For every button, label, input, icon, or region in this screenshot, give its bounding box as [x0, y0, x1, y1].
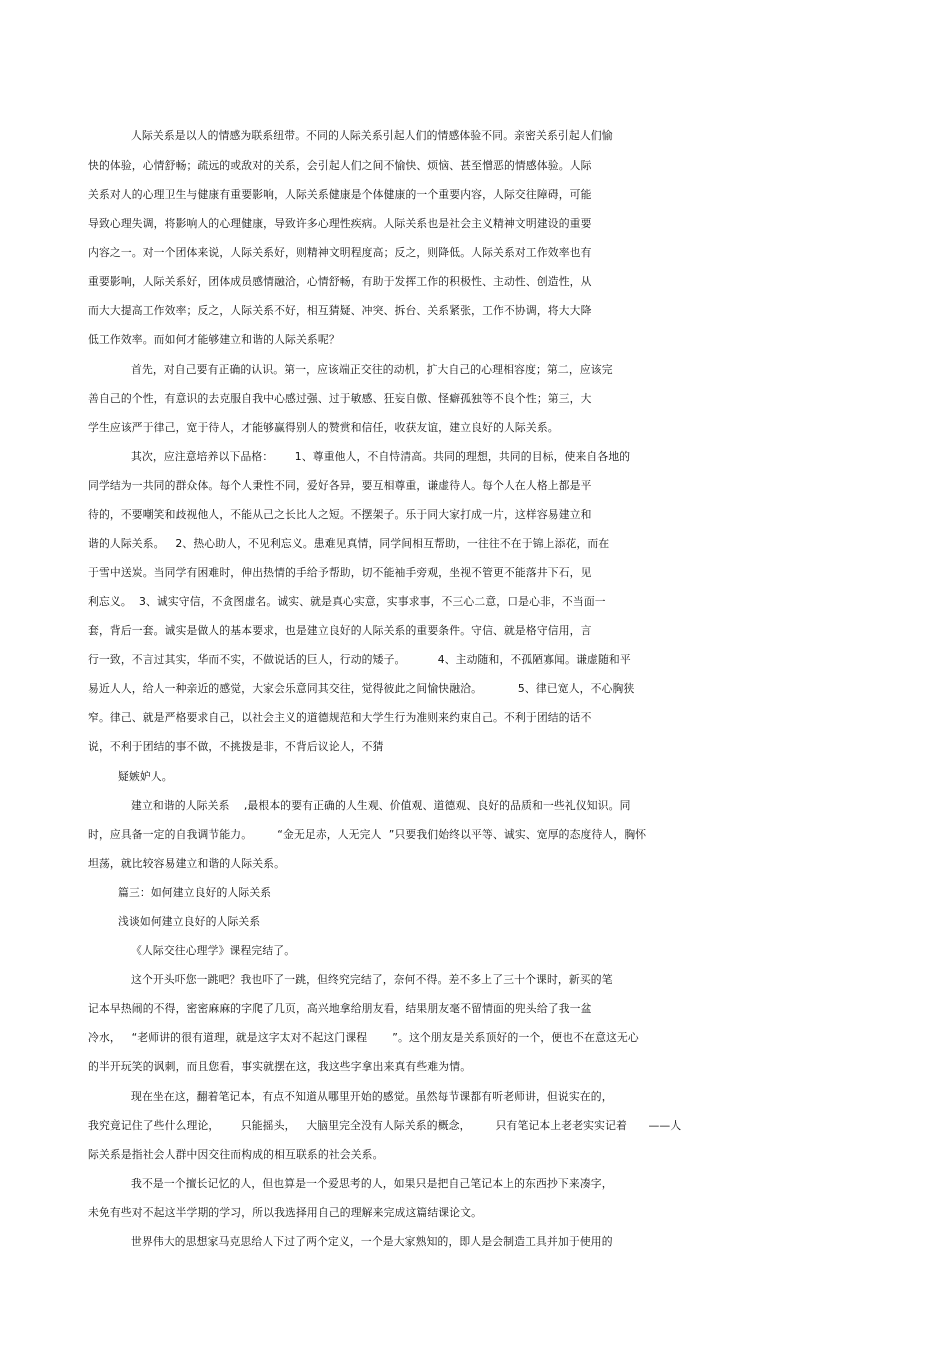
text-line: 首先，对自己要有正确的认识。第一，应该端正交往的动机，扩大自己的心理相容度；第二，应该完 — [131, 363, 613, 376]
text-line: 《人际交往心理学》课程完结了。 — [131, 944, 296, 957]
text-line: 利忘义。 3、诚实守信，不贪图虚名。诚实、就是真心实意，实事求事，不三心二意，口是心非，不当面一 — [88, 595, 606, 608]
section-heading: 篇三：如何建立良好的人际关系 — [118, 886, 272, 899]
text-line: 低工作效率。而如何才能够建立和谐的人际关系呢？ — [88, 333, 340, 346]
text-line: 我究竟记住了些什么理论， 只能摇头， 大脑里完全没有人际关系的概念， 只有笔记本上老老实实记着 ——人 — [88, 1119, 682, 1132]
text-line: 内容之一。对一个团体来说，人际关系好，则精神文明程度高；反之，则降低。人际关系对工作效率也有 — [88, 246, 592, 259]
text-line: 坦荡，就比较容易建立和谐的人际关系。 — [88, 857, 286, 870]
text-line: 其次，应注意培养以下品格： 1、尊重他人，不自恃清高。共同的理想，共同的目标，使来自各地的 — [131, 450, 631, 463]
text-line: 易近人人，给人一种亲近的感觉，大家会乐意同其交往，觉得彼此之间愉快融洽。 5、律已宽人，不心胸狭 — [88, 682, 635, 695]
text-line: 的半开玩笑的讽刺，而且您看，事实就摆在这，我这些字拿出来真有些难为情。 — [88, 1060, 472, 1073]
text-line: 疑嫉妒人。 — [118, 770, 173, 783]
text-line: 说，不利于团结的事不做，不挑拨是非，不背后议论人，不猜 — [88, 740, 384, 753]
article-title: 浅谈如何建立良好的人际关系 — [118, 915, 261, 928]
text-line: 关系对人的心理卫生与健康有重要影响，人际关系健康是个体健康的一个重要内容，人际交往障碍，可能 — [88, 188, 592, 201]
text-line: 冷水， “老师讲的很有道理，就是这字太对不起这门课程 ”。这个朋友是关系顶好的一个，便也不在意这无心 — [88, 1031, 639, 1044]
text-line: 未免有些对不起这半学期的学习，所以我选择用自己的理解来完成这篇结课论文。 — [88, 1206, 483, 1219]
text-line: 套，背后一套。诚实是做人的基本要求，也是建立良好的人际关系的重要条件。守信、就是格守信用，言 — [88, 624, 592, 637]
text-line: 行一致，不言过其实，华而不实，不做说话的巨人，行动的矮子。 4、主动随和，不孤陋寡闻。谦虚随和平 — [88, 653, 631, 666]
text-line: 现在坐在这，翻着笔记本，有点不知道从哪里开始的感觉。虽然每节课都有听老师讲，但说实在的， — [131, 1090, 613, 1103]
text-line: 人际关系是以人的情感为联系纽带。不同的人际关系引起人们的情感体验不同。亲密关系引起人们愉 — [131, 129, 613, 142]
text-line: 善自己的个性，有意识的去克服自我中心感过强、过于敏感、狂妄自傲、怪癖孤独等不良个性；第三，大 — [88, 392, 592, 405]
text-line: 谐的人际关系。 2、热心助人，不见利忘义。患难见真情，同学间相互帮助，一往往不在于锦上添花，而在 — [88, 537, 610, 550]
text-line: 窄。律己、就是严格要求自己，以社会主义的道德规范和大学生行为准则来约束自己。不利于团结的话不 — [88, 711, 592, 724]
text-line: 记本早热闹的不得，密密麻麻的字爬了几页，高兴地拿给朋友看，结果朋友毫不留情面的兜头给了我一盆 — [88, 1002, 592, 1015]
text-line: 于雪中送炭。当同学有困难时，伸出热情的手给予帮助，切不能袖手旁观，坐视不管更不能落井下石，见 — [88, 566, 592, 579]
text-line: 待的，不要嘲笑和歧视他人，不能从己之长比人之短。不摆架子。乐于同大家打成一片，这样容易建立和 — [88, 508, 592, 521]
text-line: 导致心理失调，将影响人的心理健康，导致许多心理性疾病。人际关系也是社会主义精神文明建设的重要 — [88, 217, 592, 230]
text-line: 而大大提高工作效率；反之，人际关系不好，相互猜疑、冲突、拆台、关系紧张，工作不协调，将大大降 — [88, 304, 592, 317]
text-line: 建立和谐的人际关系 ,最根本的要有正确的人生观、价值观、道德观、良好的品质和一些礼仪知识。同 — [131, 799, 631, 812]
text-line: 同学结为一共同的群众体。每个人秉性不同，爱好各异，要互相尊重，谦虚待人。每个人在人格上都是平 — [88, 479, 592, 492]
text-line: 我不是一个擅长记忆的人，但也算是一个爱思考的人，如果只是把自己笔记本上的东西抄下来凑字， — [131, 1177, 613, 1190]
text-line: 重要影响，人际关系好，团体成员感情融洽，心情舒畅，有助于发挥工作的积极性、主动性、创造性，从 — [88, 275, 592, 288]
text-line: 际关系是指社会人群中因交往而构成的相互联系的社会关系。 — [88, 1148, 384, 1161]
text-line: 学生应该严于律己，宽于待人，才能够赢得别人的赞赏和信任，收获友谊，建立良好的人际关系。 — [88, 421, 559, 434]
text-line: 快的体验，心情舒畅；疏远的或敌对的关系，会引起人们之间不愉快、烦恼、甚至憎恶的情感体验。人际 — [88, 159, 592, 172]
text-line: 时，应具备一定的自我调节能力。 “金无足赤，人无完人 ”只要我们始终以平等、诚实、宽厚的态度待人，胸怀 — [88, 828, 647, 841]
text-line: 世界伟大的思想家马克思给人下过了两个定义，一个是大家熟知的，即人是会制造工具并加于使用的 — [131, 1235, 613, 1248]
text-line: 这个开头吓您一跳吧？我也吓了一跳，但终究完结了，奈何不得。差不多上了三十个课时，新买的笔 — [131, 973, 613, 986]
